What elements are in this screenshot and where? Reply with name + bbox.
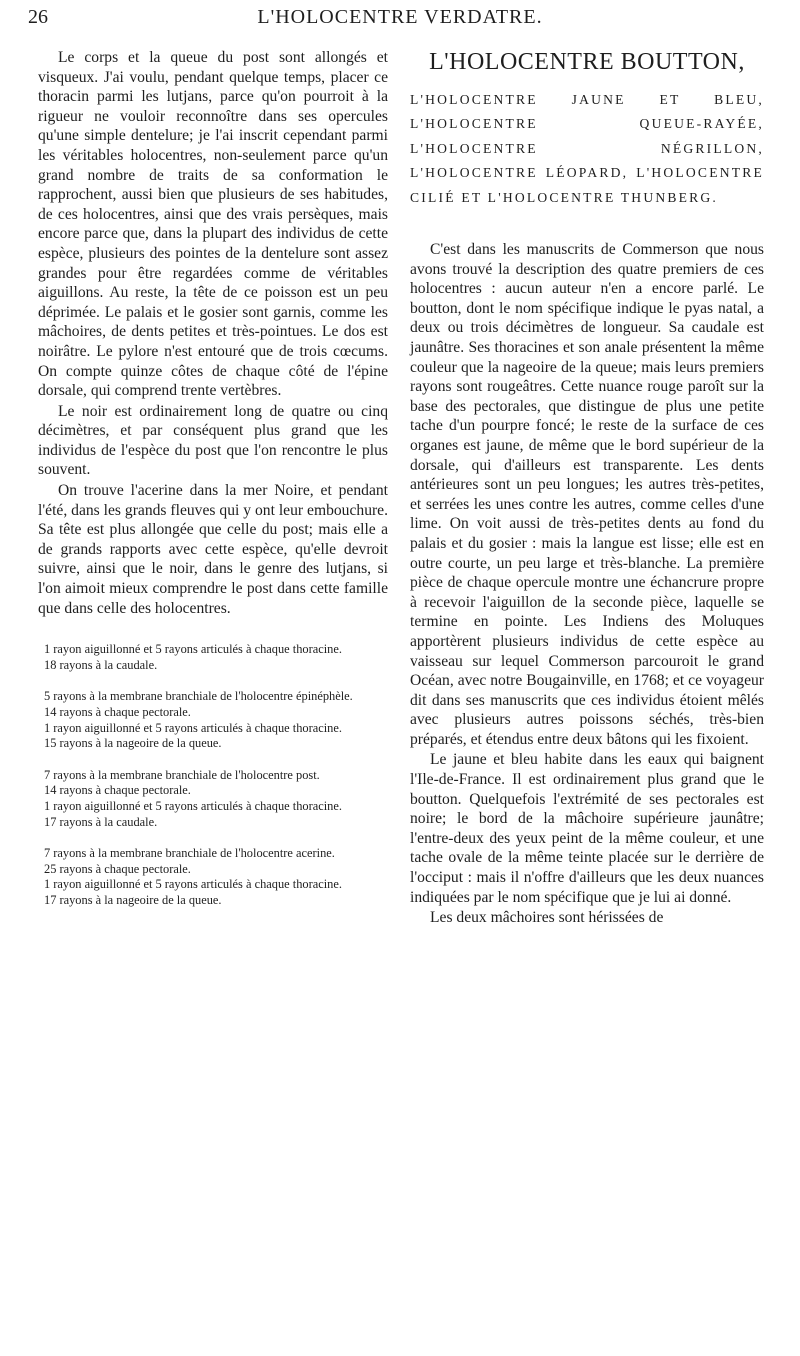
fin-count-group (44, 846, 388, 908)
fin-count-group (44, 768, 388, 830)
fin-count-line: 17 rayons à la caudale. (44, 814, 158, 829)
section-title: L'HOLOCENTRE BOUTTON, (429, 49, 745, 75)
fin-count-line: 7 rayons à la membrane branchiale de l'holocentre post. (44, 767, 320, 782)
fin-count-group (44, 642, 388, 673)
body-paragraph: Le noir est ordinairement long de quatre ou cinq décimètres, et par conséquent plus grand que les individus de l'espèce du post que l'on rencontre le plus souvent. (38, 402, 388, 479)
left-column (38, 48, 388, 925)
fin-count-line: 1 rayon aiguillonné et 5 rayons articulés à chaque thoracine. (44, 877, 342, 892)
fin-count-line: 7 rayons à la membrane branchiale de l'holocentre acerine. (44, 846, 335, 861)
section-synonyms: L'HOLOCENTRE JAUNE ET BLEU, L'HOLOCENTRE QUEUE-RAYÉE, L'HOLOCENTRE NÉGRILLON, L'HOLOCENTRE LÉOPARD, L'HOLOCENTRE CILIÉ ET L'HOLOCENTRE THUNBERG. (410, 92, 764, 205)
running-head: L'HOLOCENTRE VERDATRE. (257, 6, 543, 28)
fin-count-line: 14 rayons à chaque pectorale. (44, 705, 191, 719)
fin-count-line: 1 rayon aiguillonné et 5 rayons articulés à chaque thoracine. (44, 642, 342, 657)
fin-count-line: 1 rayon aiguillonné et 5 rayons articulés à chaque thoracine. (44, 720, 342, 735)
body-paragraph: Les deux mâchoires sont hérissées de (430, 909, 664, 927)
fin-count-line: 5 rayons à la membrane branchiale de l'holocentre épinéphèle. (44, 689, 353, 704)
spacer (410, 210, 764, 224)
body-paragraph: Le corps et la queue du post sont allongés et visqueux. J'ai voulu, pendant quelque temps, placer ce thoracin parmi les lutjans, parce qu'on pourroit à la rigueur ne vouloir reconnoître dans ses opercules qu'une simple dentelure; je l'ai inscrit cependant parmi les véritables holocentres, non-seulement parce qu'un grand nombre de traits de sa conformation le rapprochent, aussi bien que plusieurs de ses habitudes, de ces holocentres, ainsi que des vrais persèques, mais encore parce que, dans la plupart des individus de cette espèce, plusieurs des pointes de la dentelure sont assez grandes pour être regardées comme de véritables aiguillons. Au reste, la tête de ce poisson est un peu déprimée. Le palais et le gosier sont garnis, comme les mâchoires, de dents petites et très-pointues. Le dos est noirâtre. Le pylore n'est entouré que de trois cœcums. On compte quinze côtes de chaque côté de l'épine dorsale, qui comprend trente vertèbres. (38, 49, 388, 400)
fin-count-group (44, 689, 388, 751)
fin-count-line: 18 rayons à la caudale. (44, 657, 158, 672)
page-number: 26 (28, 6, 48, 28)
body-paragraph: On trouve l'acerine dans la mer Noire, et pendant l'été, dans les grands fleuves qui y ont leur embouchure. Sa tête est plus allongée que celle du post; mais elle a de grands rapports avec cette espèce, qu'elle devroit suivre, ainsi que le noir, dans le genre des lutjans, si l'on aimoit mieux comprendre le post dans cette famille que dans celle des holocentres. (38, 482, 388, 617)
body-paragraph: Le jaune et bleu habite dans les eaux qui baignent l'Ile-de-France. Il est ordinairement plus grand que le boutton. Quelquefois l'extrémité de ses pectorales est noire; le bord de la mâchoire supérieure jaunâtre; l'entre-deux des yeux peint de la même couleur, et une tache ovale de la même teinte placée sur le derrière de l'occiput : mais il n'offre d'ailleurs que les deux nuances indiquées par le nom spécifique que je lui ai donné. (410, 751, 764, 906)
fin-ray-counts (38, 642, 388, 908)
fin-count-line: 14 rayons à chaque pectorale. (44, 783, 191, 798)
fin-count-line: 1 rayon aiguillonné et 5 rayons articulés à chaque thoracine. (44, 798, 342, 813)
body-paragraph: C'est dans les manuscrits de Commerson que nous avons trouvé la description des quatre premiers de ces holocentres : aucun auteur n'en a encore parlé. Le boutton, dont le nom spécifique indique le pyas natal, a deux ou trois décimètres de longueur. Sa caudale est jaunâtre. Ses thoracines et son anale présentent la même couleur que la nageoire de la queue; mais leurs premiers rayons sont rougeâtres. Cette nuance rouge paroît sur la base des pectorales, que distingue de plus une petite tache d'un pourpre foncé; le reste de la surface de ces organes est jaune, de même que le bord supérieur de la dorsale, qui d'ailleurs est transparente. Les dents antérieures sont un peu longues; les autres très-petites, et serrées les unes contre les autres, comme celles d'une lime. On voit aussi de très-petites dents au fond du palais et du gosier : mais la langue est lisse; elle est en outre courte, un peu large et très-blanche. La première pièce de chaque opercule montre une échancrure propre à recevoir l'aiguillon de la seconde pièce, laquelle se termine en pointe. Les Indiens des Moluques apportèrent plusieurs individus de cette espèce au vaisseau sur lequel Commerson parcouroit le grand Océan, avec notre Bougainville, en 1768; et ce voyageur dit dans ses manuscrits que ces individus étoient mêlés avec plusieurs autres poissons séchés, très-bien préparés, et étendus entre deux bâtons qui les fixoient. (410, 241, 764, 748)
fin-count-line: 17 rayons à la nageoire de la queue. (44, 892, 222, 907)
fin-count-line: 25 rayons à chaque pectorale. (44, 861, 191, 876)
right-column (410, 48, 764, 928)
fin-count-line: 15 rayons à la nageoire de la queue. (44, 736, 222, 751)
